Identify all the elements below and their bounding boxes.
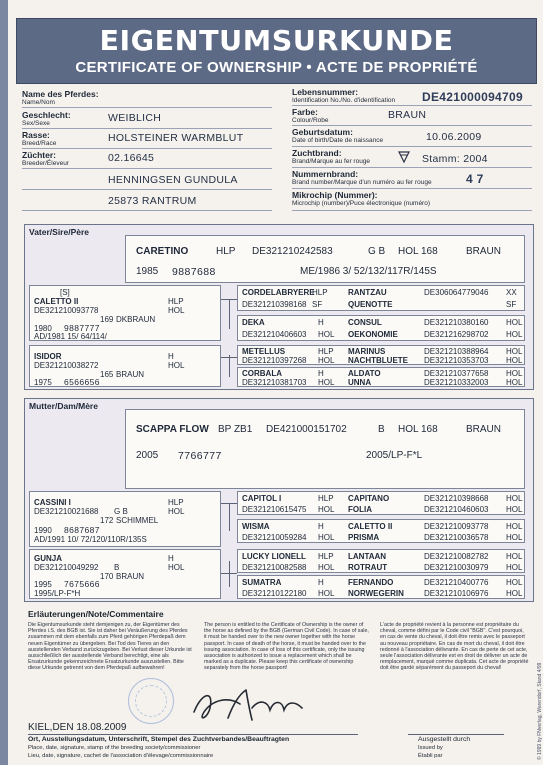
gg-ueln: DE321210122180: [242, 589, 307, 598]
gg-ueln: DE321210059284: [242, 533, 307, 542]
ggg-dam-ueln: DE321210030979: [424, 563, 489, 572]
brand-mark-icon: [397, 150, 411, 164]
dam-book: BP ZB1: [218, 424, 253, 435]
gg-ueln: DE321210615475: [242, 505, 307, 514]
dam-gg-row-2: [237, 519, 525, 543]
granddam-year: 1995: [34, 580, 52, 589]
gg-name: SUMATRA: [242, 578, 282, 587]
ggg-sire-breed: HOL: [506, 347, 523, 356]
brand-number-label: Nummernbrand: Brand number/Marque d'un numéro au fer rouge: [292, 169, 432, 186]
granddam-name: ISIDOR: [34, 352, 62, 361]
signature-label-fr: Lieu, date, signature, cachet de l'association d'élevage/commissionnaire: [28, 753, 214, 759]
granddam-breed: HOL: [168, 361, 185, 370]
certificate-title: EIGENTUMSURKUNDE: [99, 24, 454, 57]
breeder-label: Züchter: Breeder/Éleveur: [22, 150, 69, 167]
divider: [22, 107, 272, 108]
sire-gg-row-2: [237, 315, 525, 341]
ggg-dam-breed: HOL: [506, 378, 523, 387]
ggg-dam-breed: HOL: [506, 356, 523, 365]
notes-heading: Erläuterungen/Note/Commentaire: [28, 609, 164, 619]
dam-performance: 2005/LP-F*L: [366, 450, 423, 461]
ggg-sire-ueln: DE321210093778: [424, 522, 489, 531]
grandsire-year: 1990: [34, 526, 52, 535]
sire-gg-row-4: [237, 367, 525, 387]
ggg-dam-ueln: DE321210353703: [424, 356, 489, 365]
divider: [22, 210, 272, 211]
signature: [188, 682, 308, 728]
microchip-label: Mikrochip (Nummer): Microchip (number)/Puce électronique (numéro): [292, 190, 431, 207]
grandsire-book: HLP: [168, 498, 184, 507]
gg-name: CAPITOL I: [242, 494, 282, 503]
pedigree-connector: [229, 503, 230, 531]
grandsire-name: CALETTO II: [34, 297, 79, 306]
ggg-sire-name: FERNANDO: [348, 578, 394, 587]
grandsire-year: 1980: [34, 324, 52, 333]
ggg-sire-breed: HOL: [506, 578, 523, 587]
dam-number: 7766777: [178, 450, 222, 462]
issued-by-en: Issued by: [418, 745, 443, 751]
ggg-dam-name: NORWEGERIN: [348, 589, 404, 598]
gg-breed: HOL: [318, 378, 335, 387]
divider: [22, 148, 272, 149]
ggg-dam-name: ROTRAUT: [348, 563, 388, 572]
grandsire-breed: HOL: [168, 507, 185, 516]
dam-colour: BRAUN: [466, 424, 502, 435]
sire-ueln: DE321210242583: [252, 246, 333, 257]
dam-section: [24, 398, 534, 602]
ggg-dam-breed: SF: [506, 300, 517, 309]
gg-name: CORDELABRYERE: [242, 288, 315, 297]
granddam-book: H: [168, 554, 174, 563]
copyright-notice: © 1999 by FNverlag, Warendorf, Stand 4/99: [537, 662, 543, 760]
gg-name: LUCKY LIONELL: [242, 552, 306, 561]
ggg-dam-name: QUENOTTE: [348, 300, 393, 309]
divider: [292, 125, 532, 126]
signature-label: Ort, Ausstellungsdatum, Unterschrift, Stempel des Zuchtverbandes/Beauftragten: [28, 736, 290, 743]
sire-gg-row-1: [237, 285, 525, 311]
granddam-ueln: DE321210049292: [34, 563, 99, 572]
sire-colour: BRAUN: [466, 246, 502, 257]
dam-name: SCAPPA FLOW: [136, 424, 209, 435]
grandsire-performance: AD/1981 15/ 64/114/: [34, 332, 107, 341]
gg-breed: HOL: [318, 533, 335, 542]
grandsire-performance: AD/1991 10/ 72/120/110R/135S: [34, 535, 147, 544]
colour-label: Farbe: Colour/Robe: [292, 107, 329, 124]
pedigree-connector: [229, 561, 230, 587]
breeder-number: 02.16645: [108, 152, 155, 164]
ggg-sire-ueln: DE321210377658: [424, 369, 489, 378]
ggg-dam-breed: HOL: [506, 589, 523, 598]
grandsire-name: CASSINI I: [34, 498, 71, 507]
ggg-sire-name: CONSUL: [348, 318, 382, 327]
issued-by-fr: Établi par: [418, 753, 443, 759]
grandsire-ueln: DE321210093778: [34, 306, 99, 315]
gg-book: HLP: [318, 552, 334, 561]
association-stamp: [128, 678, 174, 724]
ggg-sire-ueln: DE321210398668: [424, 494, 489, 503]
grandsire-tag: [S]: [60, 288, 70, 297]
granddam-number: 7675666: [64, 579, 100, 589]
granddam-colour: BRAUN: [116, 572, 145, 581]
grandsire-breed: HOL: [168, 306, 185, 315]
breed-value: HOLSTEINER WARMBLUT: [108, 132, 244, 144]
ggg-dam-ueln: DE321216298702: [424, 330, 489, 339]
signature-line: [28, 734, 358, 735]
ggg-sire-ueln: DE321210082782: [424, 552, 489, 561]
ggg-sire-breed: HOL: [506, 522, 523, 531]
notes-german: Die Eigentumsurkunde steht demjenigen zu, der Eigentümer des Pferdes i.S. des BGB ist. Sie ist daher bei Veräußerung des Pferdes zusammen mit dem ebenfalls zum Pferd gehörigen Pferdepaß dem neuen Eigentümer zu übergeben. Bei Tod des Tieres an den ausstellenden Verband zurückzugeben. Bei Verlust dieser Urkunde ist ausschließlich der ausstellende Verband berechtigt, eine als Ersatzurkunde gekennzeichnete Ersatzurkunde auszustellen. Bitte diese Urkunde getrennt von dem Pferdepaß aufbewahren!: [28, 622, 192, 672]
ggg-dam-name: NACHTBLUETE: [348, 356, 408, 365]
sex-value: WEIBLICH: [108, 112, 162, 124]
ggg-dam-name: FOLIA: [348, 505, 372, 514]
ggg-dam-ueln: DE321210106976: [424, 589, 489, 598]
breeder-city: 25873 RANTRUM: [108, 195, 197, 207]
issued-line: [408, 734, 504, 735]
ggg-sire-name: RANTZAU: [348, 288, 387, 297]
granddam-name: GUNJA: [34, 554, 63, 563]
dam-gg-row-1: [237, 491, 525, 515]
ggg-sire-name: CALETTO II: [348, 522, 393, 531]
gg-breed: SF: [312, 300, 323, 309]
sire-section: [24, 224, 534, 390]
ggg-dam-name: OEKONOMIE: [348, 330, 398, 339]
issued-by-de: Ausgestellt durch: [418, 736, 471, 743]
brand-value: Stamm: 2004: [422, 153, 488, 165]
grandsire-size: 172: [100, 516, 114, 525]
ggg-sire-breed: HOL: [506, 494, 523, 503]
dam-breed: HOL 168: [398, 424, 438, 435]
ggg-sire-breed: HOL: [506, 552, 523, 561]
sire-gg-row-3: [237, 345, 525, 365]
gg-name: METELLUS: [242, 347, 286, 356]
granddam-size: 170: [100, 572, 114, 581]
ggg-sire-ueln: DE321210388964: [424, 347, 489, 356]
granddam-ueln: DE321210038272: [34, 361, 99, 370]
granddam-gb: B: [114, 563, 120, 572]
ggg-sire-name: CAPITANO: [348, 494, 390, 503]
ggg-dam-breed: HOL: [506, 533, 523, 542]
ggg-sire-ueln: DE306064779046: [424, 288, 489, 297]
divider: [292, 146, 532, 147]
ggg-dam-breed: HOL: [506, 505, 523, 514]
grandsire-book: HLP: [168, 297, 184, 306]
ggg-dam-breed: HOL: [506, 330, 523, 339]
ggg-dam-ueln: DE321210036578: [424, 533, 489, 542]
grandsire-size: 169: [100, 315, 114, 324]
horse-name-label: Name des Pferdes: Name/Nom: [22, 89, 99, 106]
dam-gg-row-3: [237, 549, 525, 573]
brand-label: Zuchtbrand: Brand/Marque au fer rouge: [292, 148, 371, 165]
sire-number: 9887688: [172, 266, 216, 278]
ggg-sire-ueln: DE321210380160: [424, 318, 489, 327]
divider: [292, 105, 532, 106]
gg-book: H: [318, 522, 324, 531]
notes-english: The person is entitled to the Certificate of Ownership is the owner of the horse as defined by the BGB (German Civil Code). In case of sale, it must be handed over to the new owner together with the horse passport. In case of death of the horse, it must be handed over to the issuing association. In case of loss of this certificate, only the issuing association is authorized to issue a replacement which shall be marked as a duplicate. Please keep this certificate of ownership separately from the horse passport!: [204, 622, 369, 672]
dam-gb: B: [378, 424, 385, 435]
dam-card: [125, 409, 525, 489]
gg-breed: HOL: [318, 563, 335, 572]
grandsire-ueln: DE321210021688: [34, 507, 99, 516]
colour-value: BRAUN: [388, 109, 427, 121]
brand-number-value: 4 7: [466, 172, 484, 186]
dam-ueln: DE421000151702: [266, 424, 347, 435]
sire-year: 1985: [136, 266, 159, 277]
divider: [22, 168, 272, 169]
granddam-breed: HOL: [168, 563, 185, 572]
sire-breed: HOL 168: [398, 246, 438, 257]
granddam-year: 1975: [34, 378, 52, 387]
gg-ueln: DE321210397268: [242, 356, 307, 365]
ggg-sire-breed: HOL: [506, 318, 523, 327]
divider: [22, 128, 272, 129]
grandsire-colour: SCHIMMEL: [116, 516, 159, 525]
granddam-colour: BRAUN: [116, 370, 145, 379]
ggg-dam-ueln: DE321210460603: [424, 505, 489, 514]
grandsire-number: 9887777: [64, 323, 100, 333]
gg-ueln: DE321210406603: [242, 330, 307, 339]
dam-granddam-card: [29, 549, 221, 599]
breed-label: Rasse: Breed/Race: [22, 130, 57, 147]
gg-breed: HOL: [318, 589, 335, 598]
sex-label: Geschlecht: Sex/Sexe: [22, 110, 71, 127]
dam-gg-row-4: [237, 575, 525, 599]
signature-label-en: Place, date, signature, stamp of the breeding society/commissioner: [28, 745, 201, 751]
dam-year: 2005: [136, 450, 159, 461]
ggg-dam-ueln: DE321210332003: [424, 378, 489, 387]
notes-french: L'acte de propriété revient à la personne est propriétaire du cheval, comme défini par le Code civil "BGB". C'est pourquoi, en cas de vente du cheval, il doit être remis avec le passeport au nouveau propriétaire. En cas de mort du cheval, il doit être redonné à l'association délivrante. En cas de perte de cet acte, seule l'association délivrante est en droit de délivrer un acte de remplacement, marqué comme duplicata. Cet acte de propriété doit être gardé séparément du passeport du cheval!: [380, 622, 529, 672]
breeder-name: HENNINGSEN GUNDULA: [108, 174, 238, 186]
gg-book: HLP: [312, 288, 328, 297]
dam-section-title: Mutter/Dam/Mère: [29, 401, 98, 411]
ggg-dam-name: PRISMA: [348, 533, 380, 542]
ggg-sire-name: ALDATO: [348, 369, 381, 378]
gg-ueln: DE321210082588: [242, 563, 307, 572]
ggg-sire-name: MARINUS: [348, 347, 386, 356]
divider: [292, 210, 532, 211]
grandsire-number: 8687687: [64, 525, 100, 535]
sire-book: HLP: [216, 246, 236, 257]
gg-book: H: [318, 318, 324, 327]
pedigree-connector: [229, 355, 230, 377]
ggg-dam-name: UNNA: [348, 378, 372, 387]
pedigree-connector: [229, 299, 230, 329]
divider: [292, 188, 532, 189]
certificate-subtitle: CERTIFICATE OF OWNERSHIP • ACTE DE PROPRIÉTÉ: [75, 59, 478, 76]
gg-name: DEKA: [242, 318, 265, 327]
granddam-number: 6566656: [64, 377, 100, 387]
ggg-dam-breed: HOL: [506, 563, 523, 572]
granddam-book: H: [168, 352, 174, 361]
life-number-value: DE421000094709: [422, 90, 523, 104]
sire-performance: ME/1986 3/ 52/132/117R/145S: [300, 266, 437, 277]
gg-breed: HOL: [318, 356, 335, 365]
ggg-sire-breed: HOL: [506, 369, 523, 378]
gg-book: H: [318, 369, 324, 378]
divider: [22, 189, 272, 190]
dob-label: Geburtsdatum: Date of birth/Date de naissance: [292, 127, 384, 144]
ggg-sire-breed: XX: [506, 288, 517, 297]
divider: [292, 167, 532, 168]
gg-breed: HOL: [318, 505, 335, 514]
issue-place-date: KIEL,DEN 18.08.2009: [28, 722, 127, 733]
gg-book: HLP: [318, 347, 334, 356]
ggg-sire-ueln: DE321210400776: [424, 578, 489, 587]
sire-granddam-card: [29, 345, 221, 387]
sire-grandsire-card: [29, 285, 221, 341]
sire-gb: G B: [368, 246, 386, 257]
sire-name: CARETINO: [136, 246, 189, 257]
gg-name: CORBALA: [242, 369, 282, 378]
gg-ueln: DE321210398168: [242, 300, 307, 309]
sire-card: [125, 235, 525, 283]
granddam-performance: 1995/LP-F*H: [34, 589, 81, 598]
dob-value: 10.06.2009: [426, 131, 482, 143]
gg-ueln: DE321210381703: [242, 378, 307, 387]
ggg-sire-name: LANTAAN: [348, 552, 387, 561]
gg-breed: HOL: [318, 330, 335, 339]
gg-book: HLP: [318, 494, 334, 503]
certificate-header: [16, 18, 537, 84]
gg-book: H: [318, 578, 324, 587]
sire-section-title: Vater/Sire/Père: [29, 227, 90, 237]
life-number-label: Lebensnummer: Identification No./No. d'identification: [292, 87, 396, 104]
copyright-strip: [535, 590, 543, 760]
grandsire-gb: G B: [114, 507, 128, 516]
dam-grandsire-card: [29, 491, 221, 547]
grandsire-colour: DKBRAUN: [116, 315, 156, 324]
granddam-size: 165: [100, 370, 114, 379]
gg-name: WISMA: [242, 522, 270, 531]
